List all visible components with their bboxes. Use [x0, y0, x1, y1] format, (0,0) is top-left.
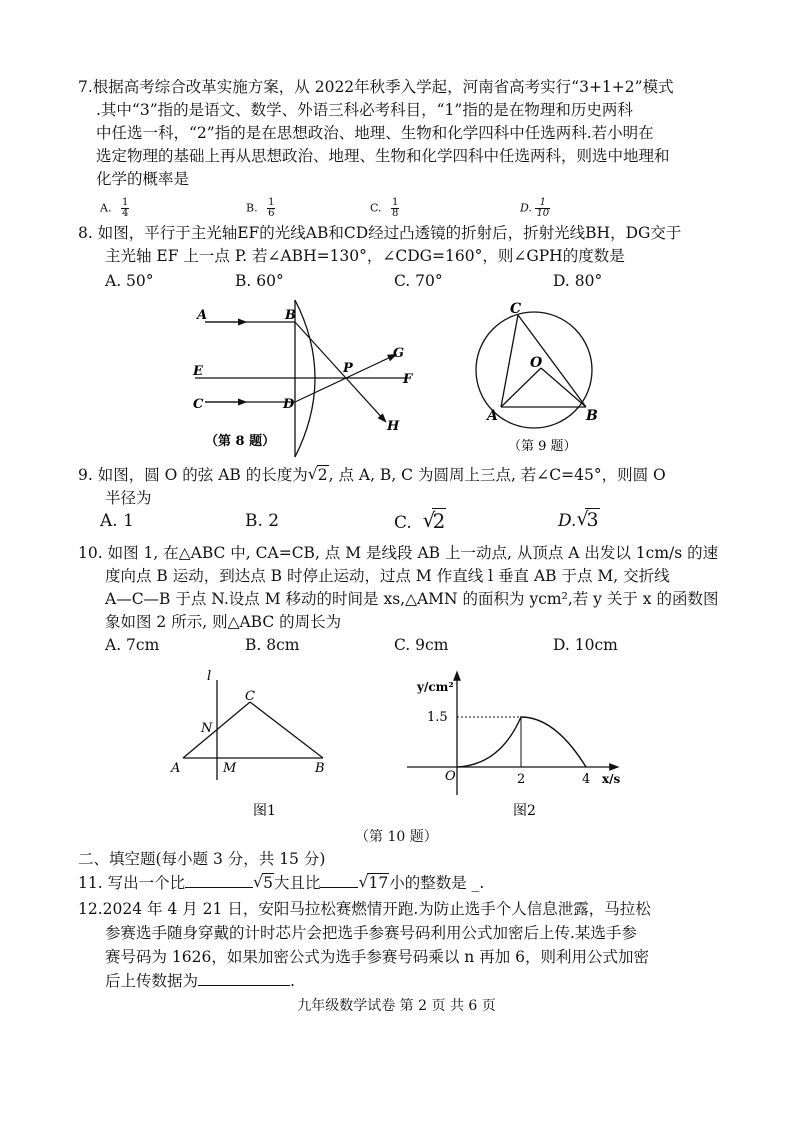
q7-option-a: A. $\frac{1}{4}$: [100, 197, 129, 219]
label-b: B: [285, 308, 296, 323]
q8-option-d: D. 80°: [553, 272, 603, 290]
q10-line-4: 象如图 2 所示, 则△ABC 的周长为: [105, 613, 342, 631]
label-p: P: [343, 361, 353, 376]
q9-option-a: A. 1: [100, 511, 134, 531]
q8-line-2: 主光轴 EF 上一点 P. 若∠ABH=130°，∠CDG=160°，则∠GPH的度数是: [105, 247, 625, 265]
q7-line-2: .其中“3”指的是语文、数学、外语三科必考科目，“1”指的是在物理和历史两科: [96, 101, 633, 119]
label-c: C: [510, 301, 522, 317]
q7-line-5: 化学的概率是: [96, 170, 190, 188]
label-c: C: [193, 397, 204, 412]
section-2-title: 二、填空题(每小题 3 分，共 15 分): [78, 850, 326, 868]
q8-option-a: A. 50°: [105, 272, 154, 290]
q10-option-c: C. 9cm: [394, 636, 449, 654]
q7-line-1: 7.根据高考综合改革实施方案，从 2022年秋季入学起，河南省高考实行“3+1+2”模式: [78, 78, 674, 96]
figure-8-caption: （第 8 题）: [205, 434, 276, 449]
q12-line-4: 后上传数据为 .: [105, 972, 295, 990]
x-tick-2-label: 2: [517, 772, 526, 787]
figure-10-2-caption: 图2: [513, 803, 536, 819]
label-c: C: [245, 689, 255, 704]
label-a: A: [197, 308, 208, 323]
label-b: B: [586, 408, 598, 424]
label-o: O: [530, 355, 543, 371]
q7-option-d: D. $\frac{1}{10}$: [520, 197, 550, 219]
q10-option-a: A. 7cm: [105, 636, 160, 654]
figure-8-lens-diagram: [185, 295, 425, 465]
figure-10-caption: （第 10 题）: [355, 829, 438, 845]
figure-10-1-triangle: [165, 660, 345, 825]
label-b: B: [315, 761, 325, 776]
origin-label: O: [445, 769, 456, 784]
q7-line-4: 选定物理的基础上再从思想政治、地理、生物和化学四科中任选两科，则选中地理和: [96, 147, 670, 165]
label-d: D: [283, 397, 295, 412]
q9-line-1: 9. 如图，圆 O 的弦 AB 的长度为√ 2, 点 A, B, C 为圆周上三点, 若∠C=45°，则圆 O: [78, 464, 666, 486]
label-g: G: [393, 346, 405, 361]
label-f: F: [403, 372, 413, 387]
q12-line-2: 参赛选手随身穿戴的计时芯片会把选手参赛号码利用公式加密后上传.某选手参: [105, 924, 637, 942]
q8-option-b: B. 60°: [235, 272, 284, 290]
q10-line-2: 度向点 B 运动，到达点 B 时停止运动，过点 M 作直线 l 垂直 AB 于点 M, 交折线: [105, 567, 670, 585]
q11-line: 11. 写出一个比√ 5大且比√ 17小的整数是 _.: [78, 872, 484, 894]
label-m: M: [223, 761, 237, 776]
label-n: N: [201, 721, 213, 736]
q9-option-d: D.√ 3: [558, 509, 600, 531]
label-a: A: [171, 761, 181, 776]
q10-option-b: B. 8cm: [245, 636, 300, 654]
q9-option-b: B. 2: [245, 511, 280, 531]
q12-line-3: 赛号码为 1626，如果加密公式为选手参赛号码乘以 n 再加 6，则利用公式加密: [105, 948, 650, 966]
figure-9-caption: （第 9 题）: [508, 439, 577, 454]
page-footer: 九年级数学试卷 第 2 页 共 6 页: [297, 998, 496, 1014]
q7-option-c: C. $\frac{1}{8}$: [370, 197, 399, 219]
q9-line-2: 半径为: [105, 489, 152, 507]
q10-line-1: 10. 如图 1, 在△ABC 中, CA=CB, 点 M 是线段 AB 上一动点, 从顶点 A 出发以 1cm/s 的速: [78, 544, 719, 562]
y-tick-label: 1.5: [427, 710, 448, 725]
q10-line-3: A—C—B 于点 N.设点 M 移动的时间是 xs,△AMN 的面积为 ycm²,若 y 关于 x 的函数图: [105, 590, 719, 608]
q10-option-d: D. 10cm: [553, 636, 618, 654]
x-axis-label: x/s: [602, 772, 621, 786]
label-a: A: [487, 408, 498, 424]
figure-10-2-graph: [405, 665, 630, 825]
q7-line-3: 中任选一科，“2”指的是在思想政治、地理、生物和化学四科中任选两科.若小明在: [96, 124, 654, 142]
q9-option-c: C. √ 2: [394, 509, 446, 533]
q8-option-c: C. 70°: [394, 272, 443, 290]
q8-line-1: 8. 如图，平行于主光轴EF的光线AB和CD经过凸透镜的折射后，折射光线BH，DG交于: [78, 224, 682, 242]
label-e: E: [193, 364, 203, 379]
q12-line-1: 12.2024 年 4 月 21 日，安阳马拉松赛燃情开跑.为防止选手个人信息泄露，马拉松: [78, 900, 651, 918]
figure-9-circle-diagram: [470, 295, 610, 460]
q7-option-b: B. $\frac{1}{6}$: [246, 197, 275, 219]
x-tick-4-label: 4: [582, 772, 591, 787]
y-axis-label: y/cm²: [417, 680, 454, 694]
label-l: l: [207, 669, 212, 684]
figure-10-1-caption: 图1: [253, 803, 276, 819]
label-h: H: [387, 419, 400, 434]
